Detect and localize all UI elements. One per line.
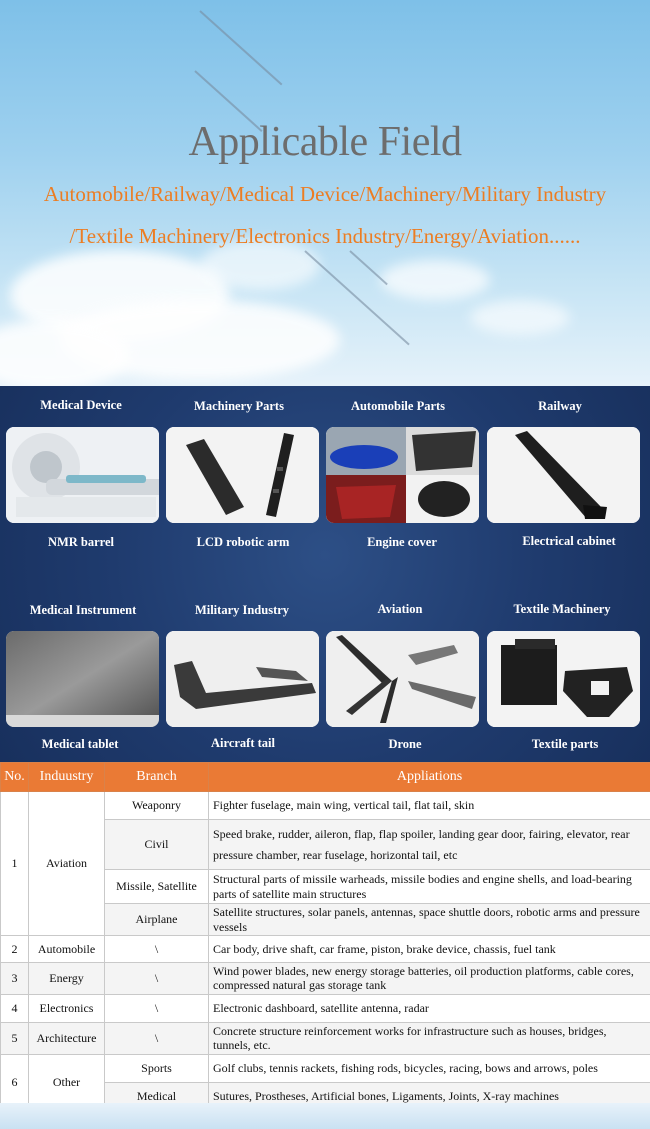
row-branch: \ [105, 1022, 209, 1054]
light-streak [349, 250, 387, 285]
table-header-row [1, 763, 650, 792]
row-branch: Medical [105, 1082, 209, 1110]
photo-mri-scanner [6, 427, 159, 523]
row-applications: Structural parts of missile warheads, missile bodies and engine shells, and load-bearing parts of satellite main structures [209, 870, 650, 904]
row-number: 5 [1, 1022, 29, 1054]
category-label: Automobile Parts [350, 399, 446, 413]
light-streak [199, 10, 282, 85]
row-branch: Sports [105, 1054, 209, 1082]
row-industry: Other [29, 1054, 105, 1110]
row-applications: Satellite structures, solar panels, antennas, space shuttle doors, robotic arms and pressure vessels [209, 904, 650, 936]
product-caption: Engine cover [367, 535, 437, 549]
table-row [1, 963, 650, 995]
category-label: Aviation [377, 602, 423, 616]
category-label: Military Industry [194, 603, 290, 617]
product-caption: LCD robotic arm [196, 535, 290, 549]
applications-table [0, 762, 650, 1111]
header-industry: Induustry [29, 763, 105, 792]
row-industry: Energy [29, 963, 105, 995]
row-number: 3 [1, 963, 29, 995]
row-applications: Wind power blades, new energy storage batteries, oil production platforms, cable cores, compressed natural gas storage tank [209, 963, 650, 995]
row-branch: Civil [105, 820, 209, 870]
row-applications: Speed brake, rudder, aileron, flap, flap spoiler, landing gear door, fairing, elevator, rear pressure chamber, rear fuselage, horizontal tail, etc [209, 820, 650, 870]
fields-line-2: /Textile Machinery/Electronics Industry/Energy/Aviation...... [69, 224, 581, 248]
category-label: Railway [538, 399, 582, 413]
product-caption: Aircraft tail [211, 736, 275, 750]
table-row [1, 792, 650, 820]
header-no: No. [1, 763, 29, 792]
row-applications: Electronic dashboard, satellite antenna, radar [209, 994, 650, 1022]
hero-banner [0, 0, 650, 386]
product-caption: Drone [388, 737, 422, 751]
row-branch: Missile, Satellite [105, 870, 209, 904]
row-industry: Automobile [29, 936, 105, 963]
fields-line-1: Automobile/Railway/Medical Device/Machinery/Military Industry [43, 182, 607, 206]
page-title: Applicable Field [188, 119, 462, 165]
row-number: 6 [1, 1054, 29, 1110]
table-row [1, 1054, 650, 1082]
table-row [1, 936, 650, 963]
photo-textile-parts [487, 631, 640, 727]
row-applications: Fighter fuselage, main wing, vertical tail, flat tail, skin [209, 792, 650, 820]
row-branch: \ [105, 936, 209, 963]
footer-strip [0, 1103, 650, 1129]
row-industry: Electronics [29, 994, 105, 1022]
row-number: 1 [1, 792, 29, 936]
photo-carbon-sheet [6, 631, 159, 727]
table-row [1, 1022, 650, 1054]
header-branch: Branch [105, 763, 209, 792]
row-applications: Sutures, Prostheses, Artificial bones, Ligaments, Joints, X-ray machines [209, 1082, 650, 1110]
category-label: Medical Device [40, 398, 122, 412]
row-industry: Aviation [29, 792, 105, 936]
cloud-decoration [470, 300, 570, 335]
photo-robotic-arm [166, 427, 319, 523]
row-applications: Golf clubs, tennis rackets, fishing rods, bicycles, racing, bows and arrows, poles [209, 1054, 650, 1082]
row-branch: \ [105, 994, 209, 1022]
row-branch: \ [105, 963, 209, 995]
product-caption: Medical tablet [41, 737, 119, 751]
category-label: Medical Instrument [29, 603, 137, 617]
application-gallery [0, 386, 650, 762]
header-applications: Appliations [209, 763, 650, 792]
photo-rail-profile [487, 427, 640, 523]
row-number: 2 [1, 936, 29, 963]
photo-aircraft-tail [166, 631, 319, 727]
category-label: Textile Machinery [513, 602, 611, 616]
photo-drone-propeller [326, 631, 479, 727]
product-caption: Electrical cabinet [522, 534, 616, 548]
row-number: 4 [1, 994, 29, 1022]
row-applications: Car body, drive shaft, car frame, piston, brake device, chassis, fuel tank [209, 936, 650, 963]
category-label: Machinery Parts [194, 399, 284, 413]
product-caption: Textile parts [531, 737, 599, 751]
product-caption: NMR barrel [47, 535, 115, 549]
row-branch: Weaponry [105, 792, 209, 820]
photo-engine-cover [326, 427, 479, 523]
table-row [1, 994, 650, 1022]
row-industry: Architecture [29, 1022, 105, 1054]
row-branch: Airplane [105, 904, 209, 936]
cloud-decoration [380, 260, 490, 300]
row-applications: Concrete structure reinforcement works for infrastructure such as houses, bridges, tunnels, etc. [209, 1022, 650, 1054]
